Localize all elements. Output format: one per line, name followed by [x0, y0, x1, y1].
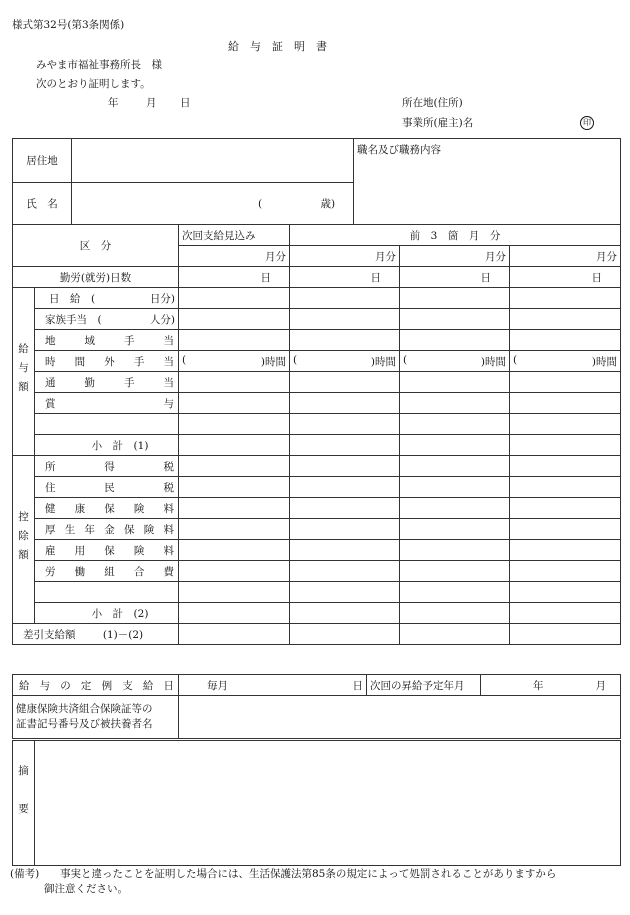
- overtime-hours-cell[interactable]: ( )時間: [290, 351, 400, 372]
- document-title: 給 与 証 明 書: [228, 40, 327, 53]
- amount-cell[interactable]: [510, 309, 621, 330]
- amount-cell[interactable]: [179, 561, 290, 582]
- amount-cell[interactable]: [400, 309, 510, 330]
- amount-cell[interactable]: [510, 456, 621, 477]
- employer-name-label: 事業所(雇主)名: [402, 117, 474, 129]
- amount-cell[interactable]: [400, 393, 510, 414]
- amount-cell[interactable]: [510, 435, 621, 456]
- amount-cell[interactable]: [400, 603, 510, 624]
- amount-cell[interactable]: [179, 414, 290, 435]
- month-field[interactable]: 月分: [510, 246, 621, 267]
- next-payment-header: 次回支給見込み: [179, 225, 290, 246]
- month-field[interactable]: 月分: [290, 246, 400, 267]
- amount-cell[interactable]: [290, 477, 400, 498]
- age-paren-open: (: [258, 198, 263, 210]
- amount-cell[interactable]: [400, 435, 510, 456]
- amount-cell[interactable]: [510, 561, 621, 582]
- amount-cell[interactable]: [400, 372, 510, 393]
- amount-cell[interactable]: [290, 435, 400, 456]
- amount-cell[interactable]: [400, 414, 510, 435]
- blank-deduction-label[interactable]: [35, 582, 179, 603]
- amount-cell[interactable]: [510, 372, 621, 393]
- amount-cell[interactable]: [290, 456, 400, 477]
- workdays-field[interactable]: 日: [179, 267, 290, 288]
- amount-cell[interactable]: [290, 309, 400, 330]
- amount-cell[interactable]: [400, 540, 510, 561]
- amount-cell[interactable]: [290, 330, 400, 351]
- amount-cell[interactable]: [510, 624, 621, 645]
- next-raise-label: 次回の昇給予定年月: [367, 675, 481, 696]
- pay-group-label: 給与額: [13, 288, 35, 456]
- deduction-item-label: 労働組合費: [35, 561, 179, 582]
- workdays-field[interactable]: 日: [400, 267, 510, 288]
- amount-cell[interactable]: [290, 393, 400, 414]
- amount-cell[interactable]: [400, 561, 510, 582]
- net-pay-label: 差引支給額 (1)－(2): [13, 624, 179, 645]
- blank-pay-label[interactable]: [35, 414, 179, 435]
- date-year-label: 年: [108, 97, 119, 109]
- amount-cell[interactable]: [290, 288, 400, 309]
- category-header: 区 分: [13, 225, 179, 267]
- amount-cell[interactable]: [510, 288, 621, 309]
- note-head: (備考): [10, 868, 40, 880]
- amount-cell[interactable]: [179, 603, 290, 624]
- pay-table: [12, 224, 621, 645]
- amount-cell[interactable]: [179, 372, 290, 393]
- remarks-field[interactable]: [35, 741, 621, 866]
- deduction-item-label: 健康保険料: [35, 498, 179, 519]
- payday-label: 給与の定例支給日: [13, 675, 179, 696]
- workdays-field[interactable]: 日: [290, 267, 400, 288]
- amount-cell[interactable]: [510, 330, 621, 351]
- job-description-label: 職名及び職務内容: [357, 144, 441, 156]
- payday-field[interactable]: 毎月 日: [179, 675, 367, 696]
- seal-icon: 印: [580, 116, 594, 130]
- payday-table: [12, 674, 621, 739]
- amount-cell[interactable]: [510, 519, 621, 540]
- amount-cell[interactable]: [179, 288, 290, 309]
- month-field[interactable]: 月分: [179, 246, 290, 267]
- family-allowance-label: 家族手当 ( 人分): [35, 309, 179, 330]
- name-field[interactable]: [72, 183, 354, 225]
- overtime-allowance-label: 時間外手当: [35, 351, 179, 372]
- date-day-label: 日: [180, 97, 191, 109]
- seal-mark: [580, 116, 594, 130]
- amount-cell[interactable]: [179, 519, 290, 540]
- pay-subtotal-label: 小 計 (1): [35, 435, 179, 456]
- deduction-item-label: 厚生年金保険料: [35, 519, 179, 540]
- amount-cell[interactable]: [400, 624, 510, 645]
- amount-cell[interactable]: [290, 561, 400, 582]
- deduction-item-label: 所得税: [35, 456, 179, 477]
- deduction-subtotal-label: 小 計 (2): [35, 603, 179, 624]
- regional-allowance-label: 地域手当: [35, 330, 179, 351]
- amount-cell[interactable]: [400, 330, 510, 351]
- amount-cell[interactable]: [290, 519, 400, 540]
- residence-label: 居住地: [13, 139, 72, 183]
- amount-cell[interactable]: [400, 288, 510, 309]
- amount-cell[interactable]: [179, 477, 290, 498]
- amount-cell[interactable]: [510, 477, 621, 498]
- overtime-hours-cell[interactable]: ( )時間: [400, 351, 510, 372]
- note-line2: 御注意ください。: [44, 883, 128, 895]
- amount-cell[interactable]: [179, 624, 290, 645]
- remarks-label: 摘要: [13, 741, 35, 866]
- overtime-hours-cell[interactable]: ( )時間: [510, 351, 621, 372]
- amount-cell[interactable]: [290, 414, 400, 435]
- insurance-label: 健康保険共済組合保険証等の 証書記号番号及び被扶養者名: [13, 696, 179, 739]
- amount-cell[interactable]: [510, 414, 621, 435]
- person-info-table: [12, 138, 621, 225]
- intro-text: 次のとおり証明します。: [36, 78, 151, 90]
- amount-cell[interactable]: [510, 540, 621, 561]
- date-month-label: 月: [146, 97, 157, 109]
- amount-cell[interactable]: [290, 582, 400, 603]
- amount-cell[interactable]: [179, 309, 290, 330]
- month-field[interactable]: 月分: [400, 246, 510, 267]
- daily-pay-label: 日 給 ( 日分): [35, 288, 179, 309]
- amount-cell[interactable]: [510, 393, 621, 414]
- job-description-field[interactable]: [354, 139, 621, 225]
- amount-cell[interactable]: [510, 498, 621, 519]
- employer-address-label: 所在地(住所): [402, 97, 463, 109]
- form-number: 様式第32号(第3条関係): [12, 19, 125, 31]
- name-label: 氏 名: [13, 183, 72, 225]
- amount-cell[interactable]: [179, 540, 290, 561]
- amount-cell[interactable]: [400, 456, 510, 477]
- residence-field[interactable]: [72, 139, 354, 183]
- age-unit: 歳): [320, 198, 336, 210]
- addressee: みやま市福祉事務所長 様: [36, 59, 162, 71]
- commute-allowance-label: 通勤手当: [35, 372, 179, 393]
- next-raise-field[interactable]: 年 月: [481, 675, 621, 696]
- amount-cell[interactable]: [179, 498, 290, 519]
- workdays-label: 勤労(就労)日数: [13, 267, 179, 288]
- insurance-field[interactable]: [179, 696, 621, 739]
- amount-cell[interactable]: [400, 477, 510, 498]
- amount-cell[interactable]: [400, 582, 510, 603]
- amount-cell[interactable]: [290, 624, 400, 645]
- amount-cell[interactable]: [179, 582, 290, 603]
- amount-cell[interactable]: [179, 330, 290, 351]
- amount-cell[interactable]: [400, 519, 510, 540]
- previous-three-months-header: 前 3 箇 月 分: [290, 225, 621, 246]
- amount-cell[interactable]: [400, 498, 510, 519]
- amount-cell[interactable]: [290, 498, 400, 519]
- amount-cell[interactable]: [510, 582, 621, 603]
- bonus-label: 賞与: [35, 393, 179, 414]
- deduction-item-label: 雇用保険料: [35, 540, 179, 561]
- overtime-hours-cell[interactable]: ( )時間: [179, 351, 290, 372]
- deduction-item-label: 住民税: [35, 477, 179, 498]
- amount-cell[interactable]: [290, 603, 400, 624]
- amount-cell[interactable]: [179, 435, 290, 456]
- deduction-group-label: 控除額: [13, 456, 35, 624]
- workdays-field[interactable]: 日: [510, 267, 621, 288]
- amount-cell[interactable]: [179, 456, 290, 477]
- amount-cell[interactable]: [179, 393, 290, 414]
- amount-cell[interactable]: [290, 372, 400, 393]
- remarks-table: [12, 740, 621, 866]
- note-line1: 事実と違ったことを証明した場合には、生活保護法第85条の規定によって処罰されることがありますから: [60, 868, 557, 880]
- amount-cell[interactable]: [290, 540, 400, 561]
- amount-cell[interactable]: [510, 603, 621, 624]
